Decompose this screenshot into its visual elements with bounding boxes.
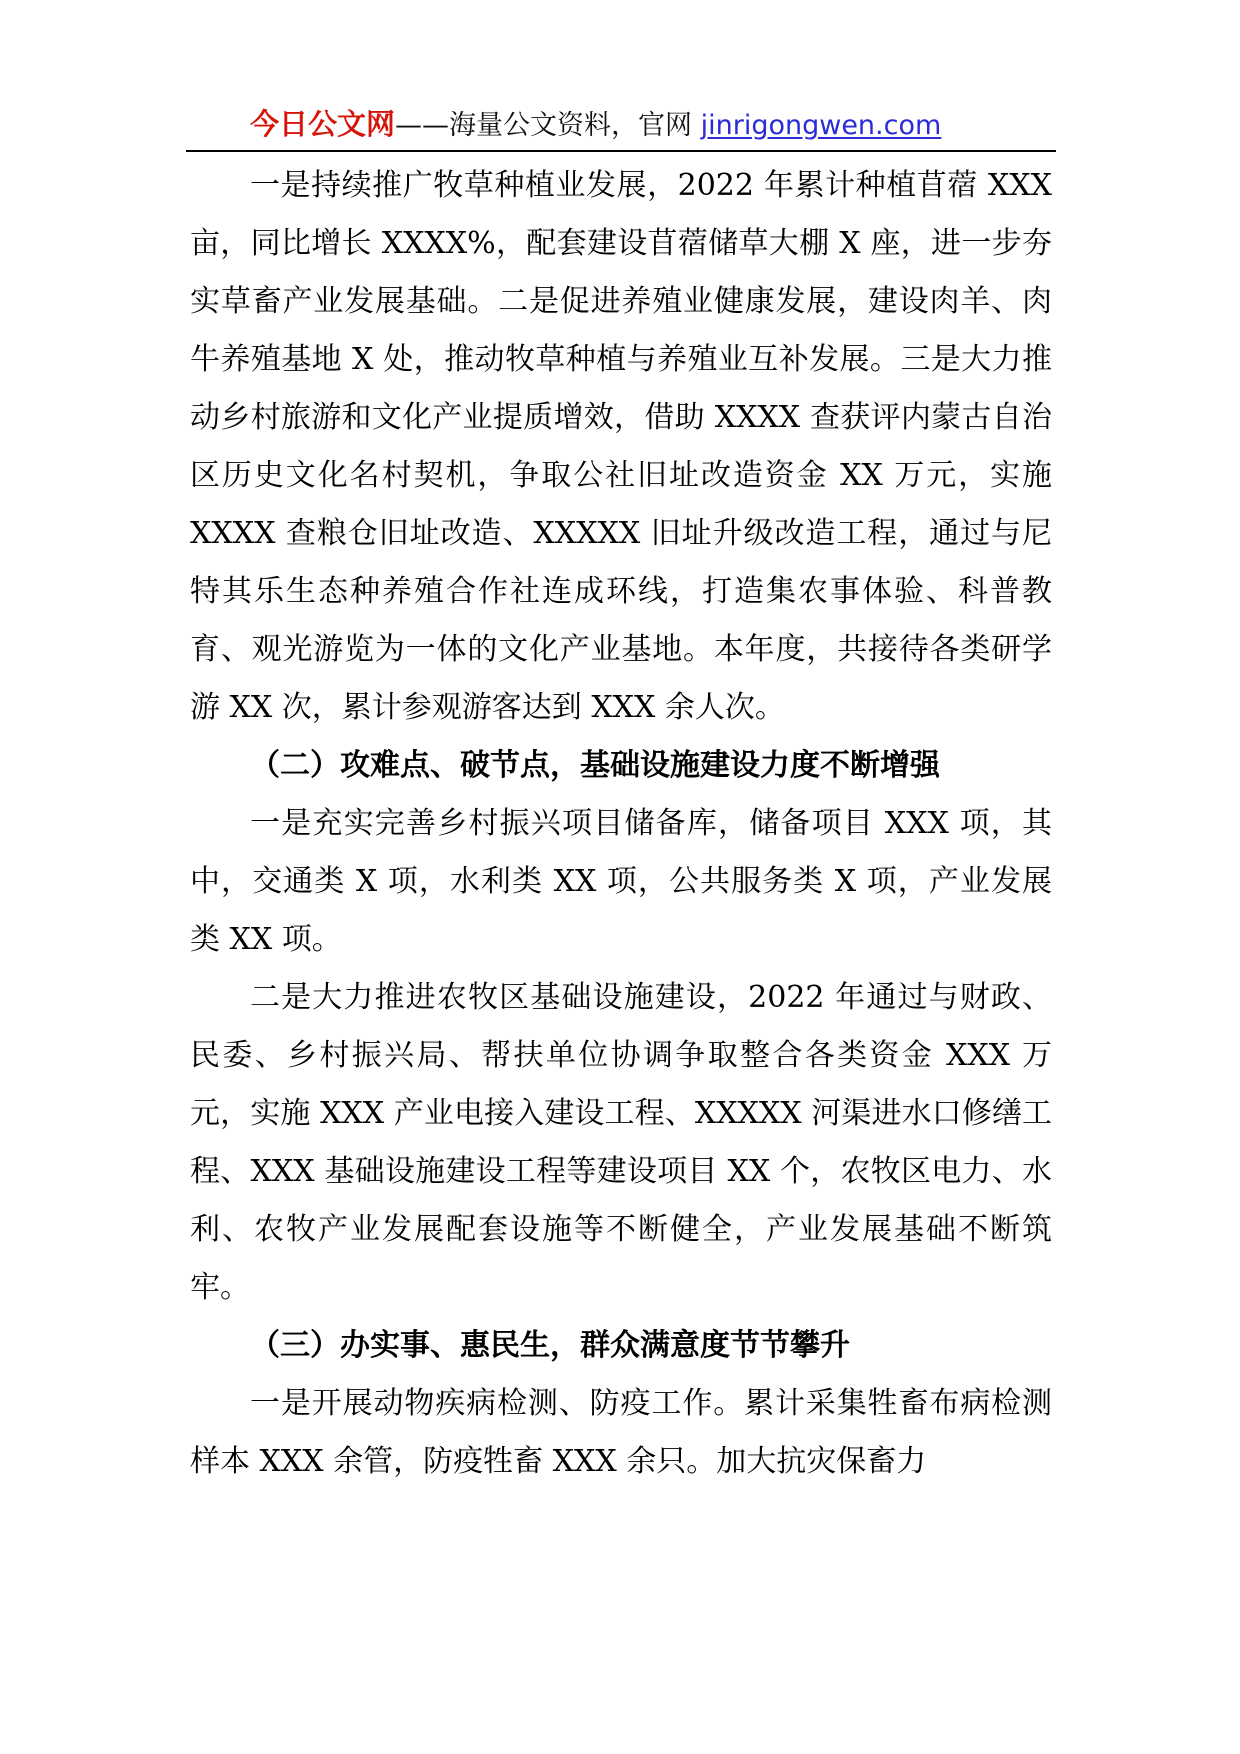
paragraph-project-reserve: 一是充实完善乡村振兴项目储备库，储备项目 XXX 项，其中，交通类 X 项，水利类 XX 项，公共服务类 X 项，产业发展类 XX 项。 [190,806,1052,957]
header-line [250,104,941,146]
page-header [186,104,1056,152]
document-body [190,157,1052,1491]
paragraph-epidemic-prevention: 一是开展动物疾病检测、防疫工作。累计采集牲畜布病检测样本 XXX 余管，防疫牲畜 XXX 余只。加大抗灾保畜力 [190,1386,1052,1479]
header-tagline: ——海量公文资料，官网 [395,110,701,141]
website-link[interactable]: jinrigongwen.com [700,110,942,141]
section-heading-livelihood: （三）办实事、惠民生，群众满意度节节攀升 [250,1328,850,1363]
brand-name: 今日公文网 [250,107,396,141]
paragraph-industry: 一是持续推广牧草种植业发展，2022 年累计种植苜蓿 XXX 亩，同比增长 XXXX%，配套建设苜蓿储草大棚 X 座，进一步夯实草畜产业发展基础。二是促进养殖业健康发展，建设肉羊、肉牛养殖基地 X 处，推动牧草种植与养殖业互补发展。三是大力推动乡村旅游和文化产业提质增效，借助 XXXX 查获评内蒙古自治区历史文化名村契机，争取公社旧址改造资金 XX 万元，实施 XXXX 查粮仓旧址改造、XXXXX 旧址升级改造工程，通过与尼特其乐生态种养殖合作社连成环线，打造集农事体验、科普教育、观光游览为一体的文化产业基地。本年度，共接待各类研学游 XX 次，累计参观游客达到 XXX 余人次。 [190,168,1052,725]
paragraph-infrastructure: 二是大力推进农牧区基础设施建设，2022 年通过与财政、民委、乡村振兴局、帮扶单位协调争取整合各类资金 XXX 万元，实施 XXX 产业电接入建设工程、XXXXX 河渠进水口修缮工程、XXX 基础设施建设工程等建设项目 XX 个，农牧区电力、水利、农牧产业发展配套设施等不断健全，产业发展基础不断筑牢。 [190,980,1052,1305]
section-heading-infrastructure: （二）攻难点、破节点，基础设施建设力度不断增强 [250,748,940,783]
